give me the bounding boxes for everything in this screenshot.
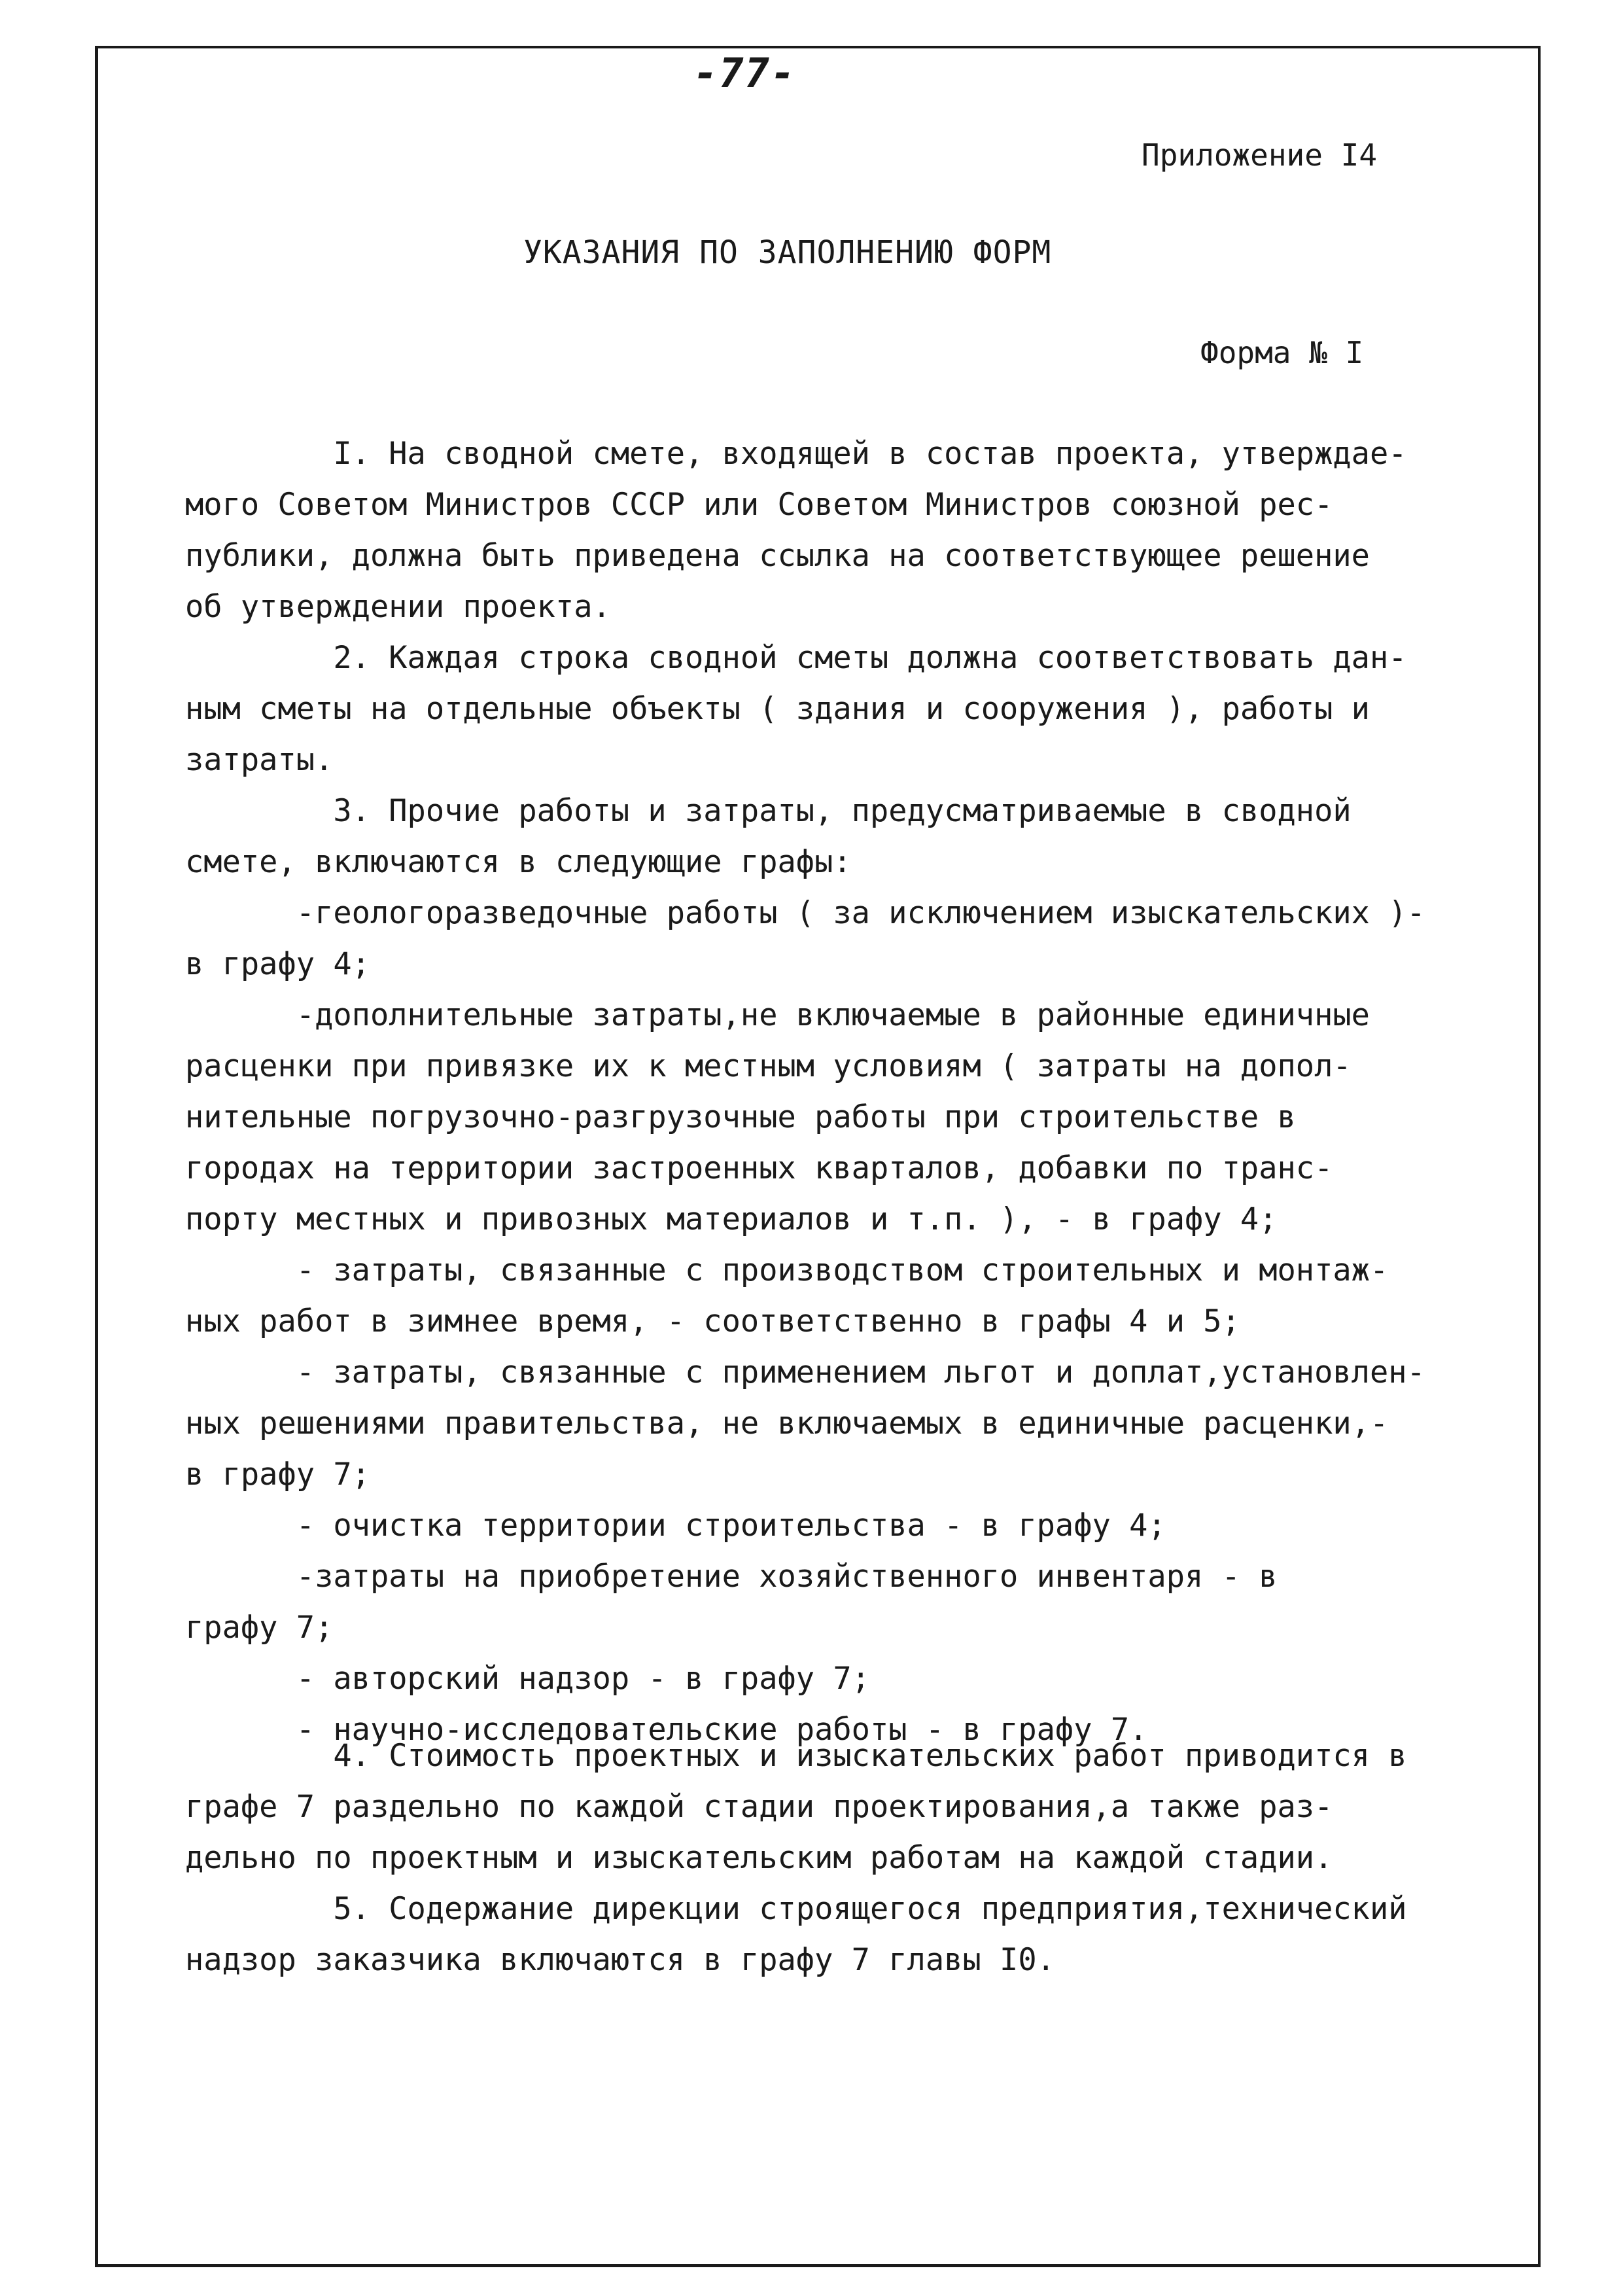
text-line: публики, должна быть приведена ссылка на соответствующее решение [185, 538, 1370, 574]
list-item: - очистка территории строительства - в графу 4; [185, 1508, 1166, 1544]
text-line: графе 7 раздельно по каждой стадии проектирования,а также раз- [185, 1789, 1333, 1825]
text-line: графу 7; [185, 1610, 334, 1646]
document-title: УКАЗАНИЯ ПО ЗАПОЛНЕНИЮ ФОРМ [523, 234, 1052, 271]
text-line: I. На сводной смете, входящей в состав проекта, утверждае- [185, 436, 1407, 472]
list-item: - авторский надзор - в графу 7; [185, 1661, 870, 1697]
text-line: расценки при привязке их к местным условиям ( затраты на допол- [185, 1048, 1352, 1084]
text-line: в графу 7; [185, 1457, 370, 1492]
page-number: -77- [693, 49, 797, 97]
text-line: порту местных и привозных материалов и т.п. ), - в графу 4; [185, 1201, 1278, 1237]
text-line: ных решениями правительства, не включаемых в единичные расценки,- [185, 1405, 1389, 1441]
text-line: нительные погрузочно-разгрузочные работы при строительстве в [185, 1099, 1296, 1135]
text-line: надзор заказчика включаются в графу 7 главы I0. [185, 1942, 1055, 1978]
text-line: мого Советом Министров СССР или Советом Министров союзной рес- [185, 487, 1333, 523]
text-line: ных работ в зимнее время, - соответственно в графы 4 и 5; [185, 1303, 1240, 1339]
list-item: -геологоразведочные работы ( за исключением изыскательских )- [185, 895, 1425, 931]
text-line: городах на территории застроенных кварталов, добавки по транс- [185, 1150, 1333, 1186]
text-line: смете, включаются в следующие графы: [185, 844, 852, 880]
text-line: 5. Содержание дирекции строящегося предприятия,технический [185, 1891, 1407, 1927]
text-line: об утверждении проекта. [185, 589, 611, 625]
list-item: -затраты на приобретение хозяйственного инвентаря - в [185, 1559, 1278, 1595]
list-item: - затраты, связанные с производством строительных и монтаж- [185, 1252, 1389, 1288]
text-line: 3. Прочие работы и затраты, предусматриваемые в сводной [185, 793, 1352, 829]
paragraph-2 [185, 633, 1500, 786]
list-item: - затраты, связанные с применением льгот и доплат,установлен- [185, 1354, 1425, 1390]
form-label: Форма № I [1200, 335, 1364, 370]
text-line: ным сметы на отдельные объекты ( здания и сооружения ), работы и [185, 691, 1370, 727]
paragraph-4 [185, 1731, 1500, 1986]
list-item: -дополнительные затраты,не включаемые в районные единичные [185, 997, 1370, 1033]
text-line: 2. Каждая строка сводной сметы должна соответствовать дан- [185, 640, 1407, 676]
text-line: затраты. [185, 742, 334, 778]
paragraph-1 [185, 429, 1500, 633]
text-line: дельно по проектным и изыскательским работам на каждой стадии. [185, 1840, 1333, 1876]
list-item: - научно-исследовательские работы - в графу 7. [185, 1712, 1148, 1748]
text-line: в графу 4; [185, 946, 370, 982]
paragraph-3 [185, 786, 1500, 1756]
text-line: 4. Стоимость проектных и изыскательских работ приводится в [185, 1738, 1407, 1774]
appendix-label: Приложение I4 [1142, 137, 1378, 173]
